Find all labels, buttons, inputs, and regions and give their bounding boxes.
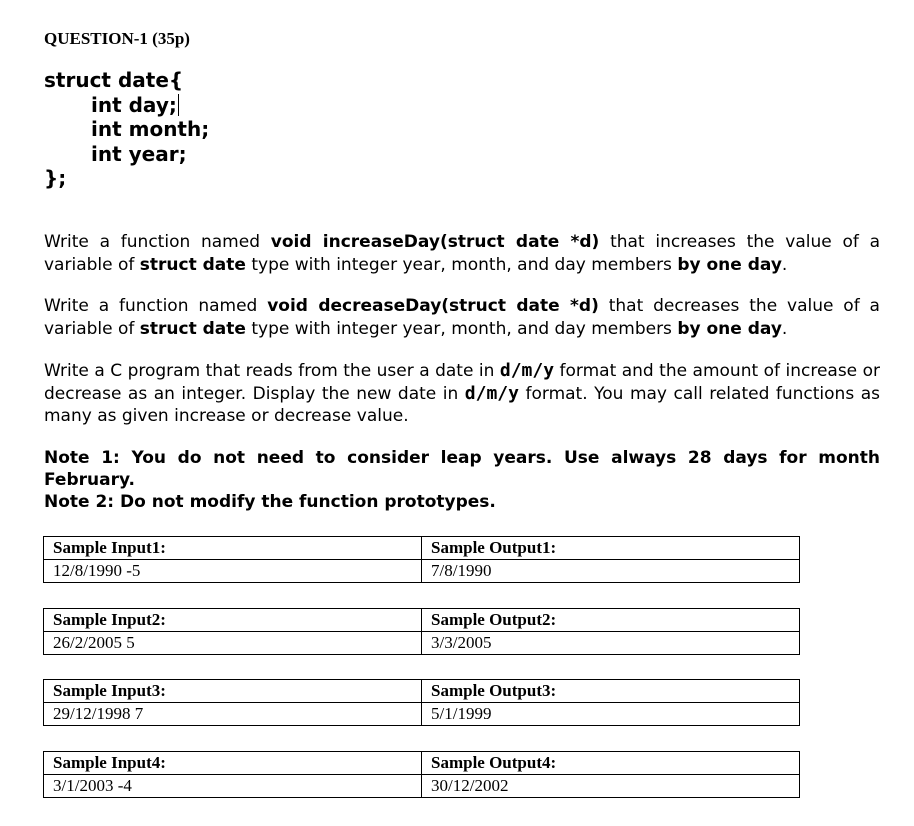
sample-output-value: 30/12/2002	[422, 775, 800, 798]
format-text: d/m/y	[499, 360, 555, 381]
code-line: int year;	[91, 141, 187, 166]
format-text: d/m/y	[464, 382, 519, 404]
sample-output-value: 7/8/1990	[422, 560, 800, 583]
code-line: struct date{	[44, 68, 184, 92]
text: format. You may call related functions as many as given increase or decrease value.	[44, 383, 880, 426]
code-line	[44, 93, 209, 118]
bold-text: void increaseDay(struct date *d)	[270, 232, 600, 252]
note-2: Note 2: Do not modify the function prototypes.	[44, 492, 496, 512]
bold-text: void decreaseDay(struct date *d)	[267, 296, 599, 316]
text: .	[781, 254, 788, 275]
text: Write a function named	[44, 232, 271, 252]
sample-table-3	[43, 679, 800, 726]
note-1: Note 1: You do not need to consider leap years. Use always 28 days for month February.	[44, 448, 880, 490]
sample-output-label: Sample Output1:	[422, 537, 800, 560]
text: Write a function named	[44, 296, 268, 316]
sample-input-value: 12/8/1990 -5	[44, 560, 422, 583]
sample-input-label: Sample Input4:	[44, 752, 422, 775]
text: type with integer year, month, and day members	[245, 254, 678, 275]
sample-output-label: Sample Output3:	[422, 680, 800, 703]
bold-text: by one day	[677, 318, 782, 339]
sample-input-label: Sample Input3:	[44, 680, 422, 703]
sample-table-1	[43, 536, 800, 583]
text: that increases the value of a variable of	[44, 232, 880, 275]
text: format and the amount of increase or decrease as an integer. Display the new date in	[44, 361, 880, 404]
code-line: };	[44, 166, 67, 190]
sample-input-value: 26/2/2005 5	[44, 632, 422, 655]
sample-input-label: Sample Input2:	[44, 609, 422, 632]
code-line: int month;	[91, 117, 210, 141]
increase-day-paragraph	[44, 231, 880, 276]
sample-input-label: Sample Input1:	[44, 537, 422, 560]
sample-table-2	[43, 608, 800, 655]
sample-input-value: 29/12/1998 7	[44, 703, 422, 726]
text: Write a C program that reads from the user a date in	[44, 361, 500, 381]
sample-output-value: 3/3/2005	[422, 632, 800, 655]
program-paragraph	[44, 360, 880, 428]
question-heading: QUESTION-1 (35p)	[44, 29, 190, 48]
sample-output-label: Sample Output2:	[422, 609, 800, 632]
sample-input-value: 3/1/2003 -4	[44, 775, 422, 798]
bold-text: struct date	[139, 318, 246, 339]
sample-output-value: 5/1/1999	[422, 703, 800, 726]
bold-text: by one day	[677, 254, 782, 275]
sample-table-4	[43, 751, 800, 798]
text: .	[781, 318, 788, 339]
text-cursor	[178, 94, 179, 116]
sample-output-label: Sample Output4:	[422, 752, 800, 775]
struct-code-block	[44, 68, 209, 191]
code-text: int day;	[91, 92, 177, 117]
text: that decreases the value of a variable of	[44, 296, 880, 339]
text: type with integer year, month, and day members	[245, 318, 678, 339]
bold-text: struct date	[139, 254, 246, 275]
decrease-day-paragraph	[44, 295, 880, 340]
